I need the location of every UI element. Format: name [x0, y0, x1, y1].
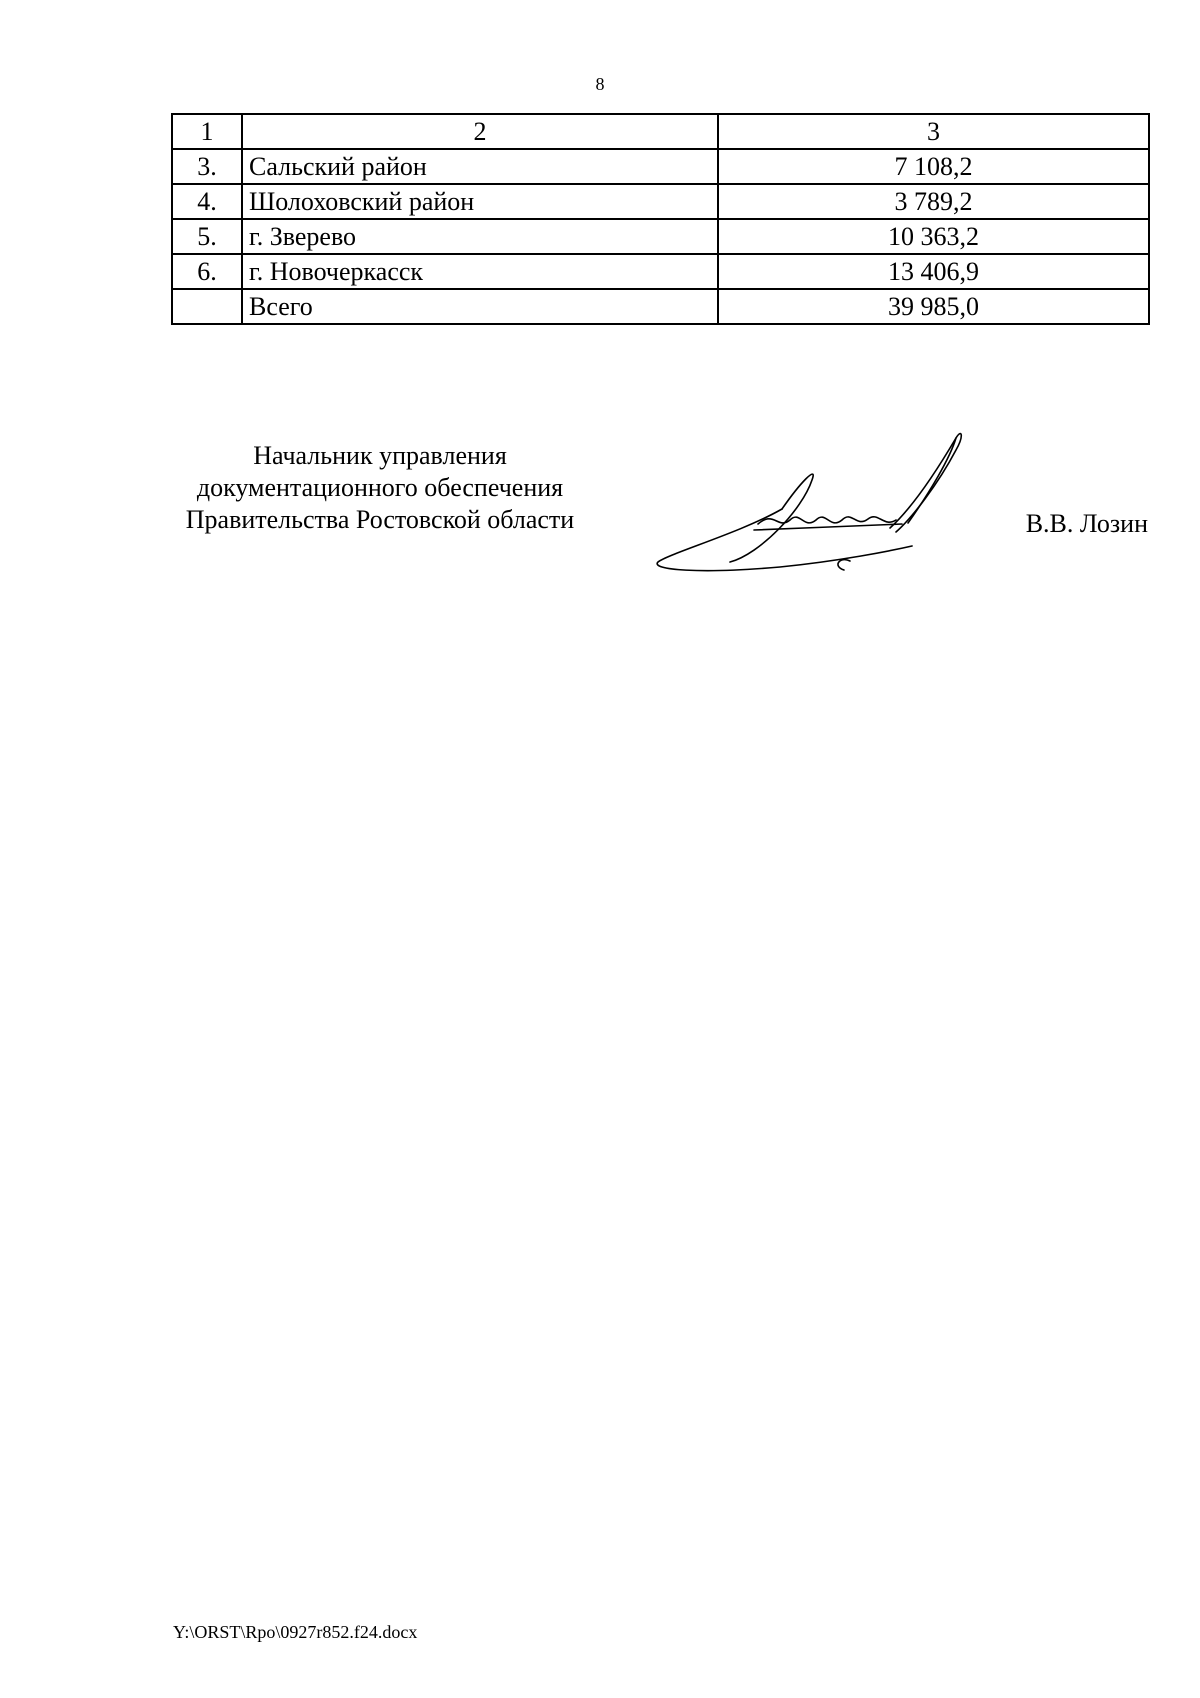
- row-value: 3 789,2: [718, 184, 1149, 219]
- row-name: Сальский район: [242, 149, 718, 184]
- row-name: г. Зверево: [242, 219, 718, 254]
- row-name: Шолоховский район: [242, 184, 718, 219]
- header-cell: 3: [718, 114, 1149, 149]
- row-number: 3.: [172, 149, 242, 184]
- footer-file-path: Y:\ORST\Rpo\0927r852.f24.docx: [173, 1622, 418, 1642]
- total-number: [172, 289, 242, 324]
- table-row: [172, 219, 1149, 254]
- row-value: 10 363,2: [718, 219, 1149, 254]
- row-number: 4.: [172, 184, 242, 219]
- signatory-title-line: Правительства Ростовской области: [185, 505, 575, 534]
- row-number: 5.: [172, 219, 242, 254]
- header-cell: 1: [172, 114, 242, 149]
- signer-name: В.В. Лозин: [1025, 509, 1148, 538]
- table-total-row: [172, 289, 1149, 324]
- total-label: Всего: [242, 289, 718, 324]
- table-row: [172, 184, 1149, 219]
- table-row: [172, 254, 1149, 289]
- row-value: 13 406,9: [718, 254, 1149, 289]
- allocation-table: [171, 113, 1150, 325]
- table-header-row: [172, 114, 1149, 149]
- table-row: [172, 149, 1149, 184]
- signatory-title-line: документационного обеспечения: [196, 473, 564, 502]
- row-value: 7 108,2: [718, 149, 1149, 184]
- header-cell: 2: [242, 114, 718, 149]
- signatory-title: [160, 440, 600, 536]
- row-number: 6.: [172, 254, 242, 289]
- handwritten-signature: [650, 428, 990, 583]
- row-name: г. Новочеркасск: [242, 254, 718, 289]
- total-value: 39 985,0: [718, 289, 1149, 324]
- signatory-title-line: Начальник управления: [253, 441, 507, 470]
- page-number: 8: [595, 74, 605, 94]
